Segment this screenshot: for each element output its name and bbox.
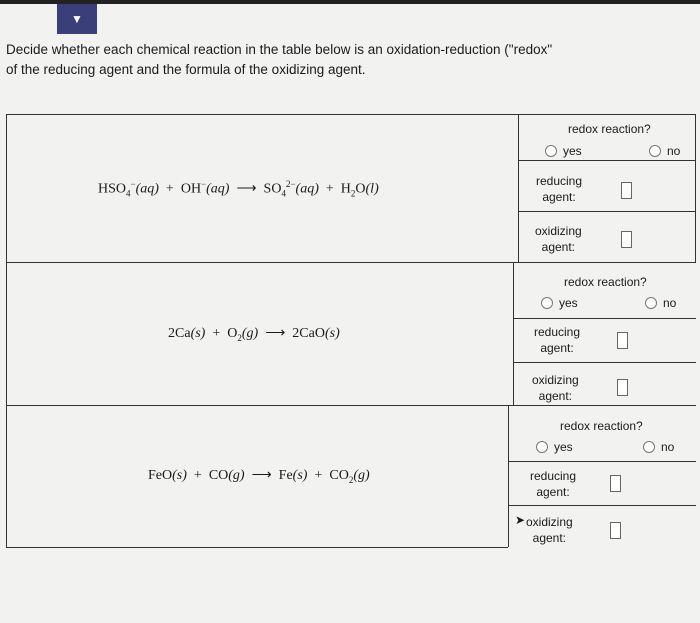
- cell-divider: [518, 211, 696, 212]
- redox-question-label: redox reaction?: [568, 122, 651, 136]
- column-divider: [508, 405, 509, 547]
- table-border-top: [6, 114, 696, 115]
- yes-radio-1[interactable]: [545, 144, 582, 158]
- top-border: [0, 0, 700, 4]
- row-divider: [6, 405, 696, 406]
- yes-label: yes: [554, 440, 573, 454]
- reducing-agent-input-3[interactable]: [610, 475, 621, 492]
- oxidizing-agent-input-1[interactable]: [621, 231, 632, 248]
- cursor-icon: ➤: [515, 513, 526, 527]
- no-radio-1[interactable]: [649, 144, 680, 158]
- oxidizing-agent-input-2[interactable]: [617, 379, 628, 396]
- cell-divider: [513, 318, 696, 319]
- radio-button[interactable]: [536, 441, 548, 453]
- table-border-bottom: [6, 547, 508, 548]
- cell-divider: [513, 362, 696, 363]
- reaction-3-equation: FeO(s) + CO(g) ⟶ $Fe(s) + CO_2(g)$: [148, 468, 370, 485]
- radio-button[interactable]: [643, 441, 655, 453]
- oxidizing-agent-input-3[interactable]: [610, 522, 621, 539]
- instructions-line-1: Decide whether each chemical reaction in the table below is an oxidation-reduction ("redox": [6, 42, 553, 57]
- reducing-agent-label: reducing agent:: [536, 174, 583, 204]
- reducing-agent-label: reducing agent:: [530, 469, 577, 499]
- instructions: [6, 40, 700, 80]
- no-radio-2[interactable]: [645, 296, 676, 310]
- instructions-line-2: of the reducing agent and the formula of the oxidizing agent.: [6, 62, 366, 77]
- redox-question-label: redox reaction?: [560, 419, 643, 433]
- radio-button[interactable]: [645, 297, 657, 309]
- yes-label: yes: [563, 144, 582, 158]
- redox-table: [6, 114, 696, 547]
- row-divider: [6, 262, 696, 263]
- dropdown-toggle-button[interactable]: [57, 4, 97, 34]
- radio-button[interactable]: [541, 297, 553, 309]
- redox-question-label: redox reaction?: [564, 275, 647, 289]
- column-divider: [518, 114, 519, 262]
- caret-down-icon: ▼: [71, 12, 83, 26]
- reaction-2-equation: $2Ca(s) + O_2(g)$ ⟶ 2CaO(s): [168, 326, 340, 343]
- no-label: no: [667, 144, 681, 158]
- yes-label: yes: [559, 296, 578, 310]
- radio-button[interactable]: [649, 145, 661, 157]
- no-radio-3[interactable]: [643, 440, 674, 454]
- cell-divider: [508, 505, 696, 506]
- yes-radio-2[interactable]: [541, 296, 578, 310]
- cell-divider: [518, 160, 696, 161]
- reducing-agent-input-2[interactable]: [617, 332, 628, 349]
- oxidizing-agent-label: oxidizing agent:: [532, 373, 579, 403]
- oxidizing-agent-label: oxidizing agent:: [526, 515, 573, 545]
- radio-button[interactable]: [545, 145, 557, 157]
- reducing-agent-input-1[interactable]: [621, 182, 632, 199]
- no-label: no: [661, 440, 675, 454]
- reducing-agent-label: reducing agent:: [534, 325, 581, 355]
- reaction-1-equation: $HSO_4^-(aq) + OH^-(aq)$ ⟶ $SO_4^{2-}(aq) + H_2O(l)$: [98, 179, 379, 199]
- column-divider: [513, 262, 514, 405]
- table-border-left: [6, 114, 7, 547]
- cell-divider: [508, 461, 696, 462]
- no-label: no: [663, 296, 677, 310]
- table-border-right: [695, 114, 696, 262]
- oxidizing-agent-label: oxidizing agent:: [535, 224, 582, 254]
- yes-radio-3[interactable]: [536, 440, 573, 454]
